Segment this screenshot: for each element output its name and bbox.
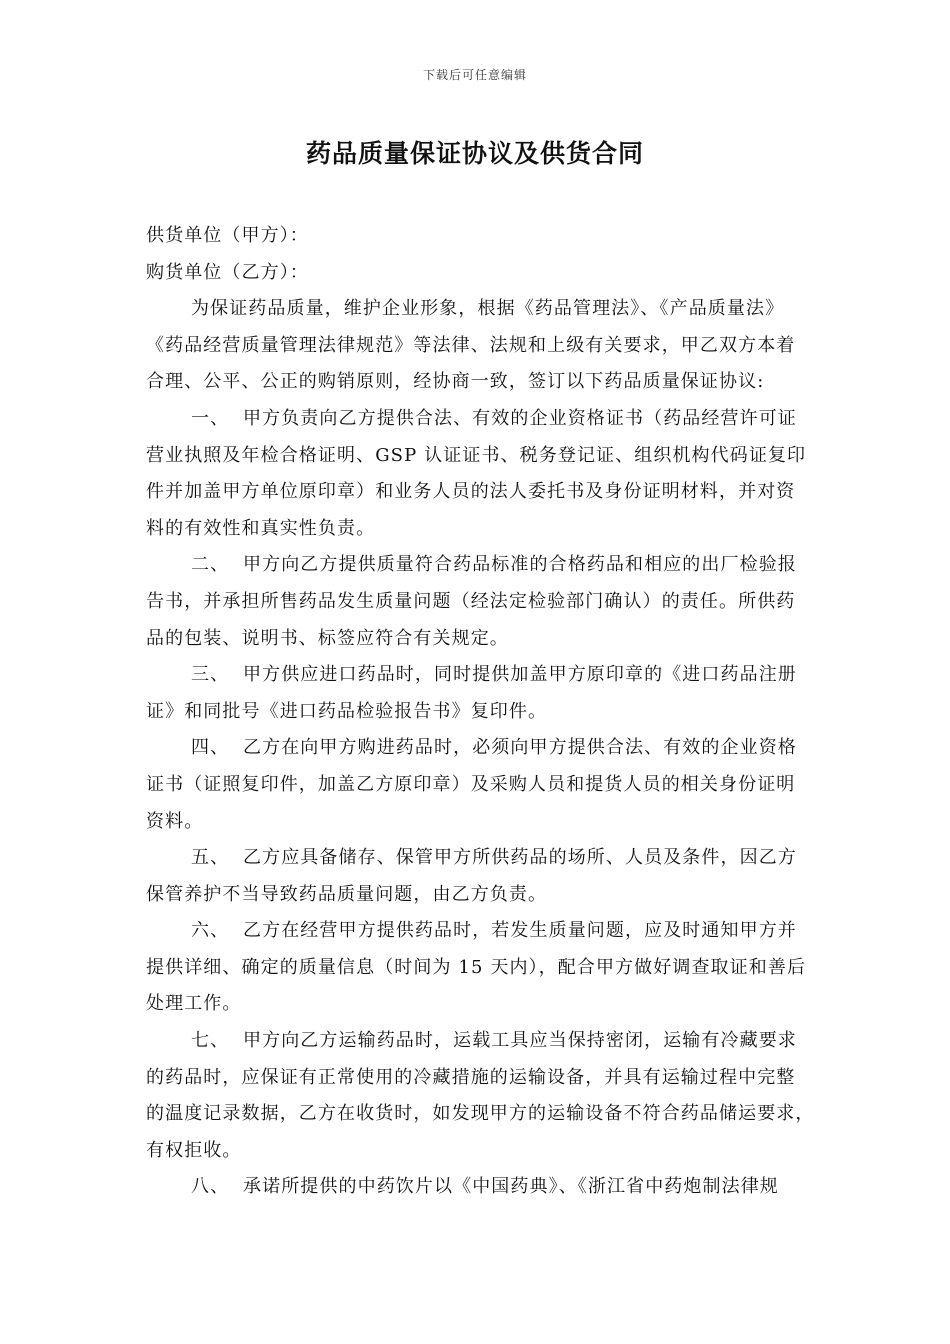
intro-paragraph bbox=[146, 291, 814, 401]
clause-text: 的药品时，应保证有正常使用的冷藏措施的运输设备，并具有运输过程中完整 bbox=[146, 1066, 796, 1088]
clause-text: 证书（证照复印件，加盖乙方原印章）及采购人员和提货人员的相关身份证明 bbox=[146, 773, 796, 795]
document-body bbox=[146, 218, 814, 1206]
clause-7 bbox=[146, 1023, 814, 1169]
clause-1 bbox=[146, 401, 814, 547]
clause-text: 乙方在经营甲方提供药品时，若发生质量问题，应及时通知甲方并 bbox=[243, 920, 797, 942]
clause-text: 有权拒收。 bbox=[146, 1139, 242, 1161]
clause-text: 件并加盖甲方单位原印章）和业务人员的法人委托书及身份证明材料，并对资 bbox=[146, 481, 796, 503]
intro-line: 合理、公平、公正的购销原则，经协商一致，签订以下药品质量保证协议: bbox=[146, 371, 765, 393]
clause-8 bbox=[146, 1169, 814, 1206]
clause-text: 甲方向乙方提供质量符合药品标准的合格药品和相应的出厂检验报 bbox=[243, 554, 797, 576]
clause-2 bbox=[146, 547, 814, 657]
clause-number: 八、 bbox=[191, 1176, 230, 1198]
clause-text: 品的包装、说明书、标签应符合有关规定。 bbox=[146, 627, 509, 649]
clause-text: 保管养护不当导致药品质量问题，由乙方负责。 bbox=[146, 883, 548, 905]
clause-text: 处理工作。 bbox=[146, 993, 242, 1015]
clause-text: 的温度记录数据，乙方在收货时，如发现甲方的运输设备不符合药品储运要求， bbox=[146, 1103, 814, 1125]
clause-number: 五、 bbox=[191, 847, 230, 869]
clause-text: 乙方应具备储存、保管甲方所供药品的场所、人员及条件，因乙方 bbox=[243, 847, 797, 869]
clause-text: 甲方供应进口药品时，同时提供加盖甲方原印章的《进口药品注册 bbox=[243, 664, 797, 686]
clause-6 bbox=[146, 913, 814, 1023]
clause-text: 提供详细、确定的质量信息（时间为 15 天内），配合甲方做好调查取证和善后 bbox=[146, 956, 807, 978]
clause-3 bbox=[146, 657, 814, 730]
clause-text: 证》和同批号《进口药品检验报告书》复印件。 bbox=[146, 700, 548, 722]
document-title: 药品质量保证协议及供货合同 bbox=[305, 139, 644, 168]
supplier-label: 供货单位（甲方）： bbox=[146, 225, 309, 246]
clause-number: 六、 bbox=[191, 920, 230, 942]
intro-line: 为保证药品质量，维护企业形象，根据《药品管理法》、《产品质量法》 bbox=[191, 298, 785, 320]
clause-number: 四、 bbox=[191, 737, 230, 759]
clause-text: 承诺所提供的中药饮片以《中国药典》、《浙江省中药炮制法律规 bbox=[243, 1176, 779, 1198]
clause-text: 甲方负责向乙方提供合法、有效的企业资格证书（药品经营许可证 bbox=[243, 407, 797, 429]
clause-number: 七、 bbox=[191, 1030, 230, 1052]
clause-text: 资料。 bbox=[146, 810, 204, 832]
header-note: 下载后可任意编辑 bbox=[422, 68, 527, 82]
clause-text: 乙方在向甲方购进药品时，必须向甲方提供合法、有效的企业资格 bbox=[243, 737, 797, 759]
clause-text: 告书，并承担所售药品发生质量问题（经法定检验部门确认）的责任。所供药 bbox=[146, 590, 796, 612]
clause-text: 甲方向乙方运输药品时，运载工具应当保持密闭，运输有冷藏要求 bbox=[243, 1030, 797, 1052]
clause-number: 二、 bbox=[191, 554, 230, 576]
clause-5 bbox=[146, 840, 814, 913]
clause-number: 三、 bbox=[191, 664, 230, 686]
clause-text: 料的有效性和真实性负责。 bbox=[146, 517, 376, 539]
purchaser-label: 购货单位（乙方）： bbox=[146, 261, 309, 283]
intro-line: 《药品经营质量管理法律规范》等法律、法规和上级有关要求，甲乙双方本着 bbox=[146, 334, 796, 356]
clause-number: 一、 bbox=[191, 407, 230, 429]
clause-4 bbox=[146, 730, 814, 840]
clause-text: 营业执照及年检合格证明、GSP 认证证书、税务登记证、组织机构代码证复印 bbox=[146, 444, 807, 466]
